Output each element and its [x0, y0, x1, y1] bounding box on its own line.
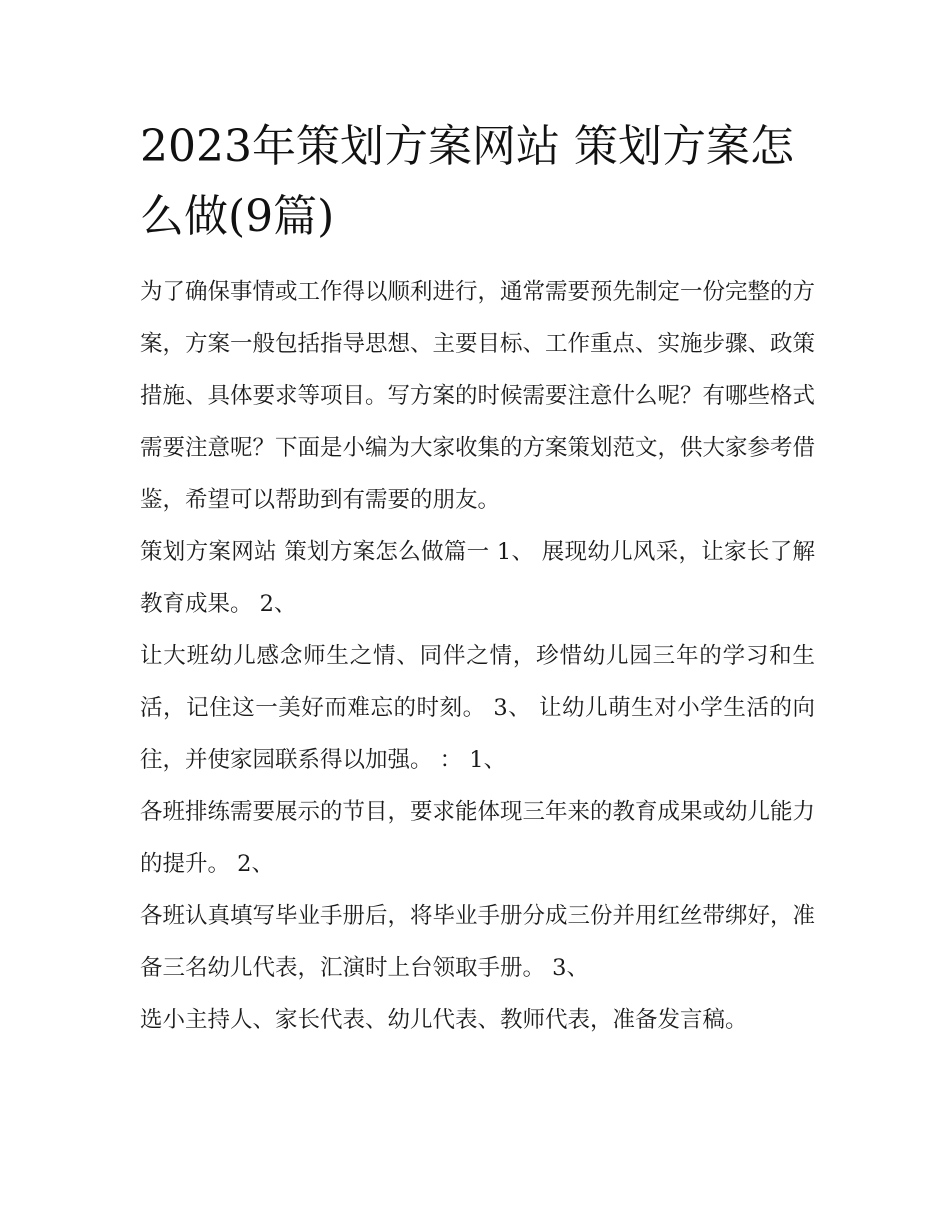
- document-title-text: 2023年策划方案网站 策划方案怎么做(9篇): [140, 121, 794, 242]
- paragraph-prep-one: 各班排练需要展示的节目，要求能体现三年来的教育成果或幼儿能力的提升。 2、: [140, 799, 816, 877]
- paragraph-prep-three: 选小主持人、家长代表、幼儿代表、教师代表，准备发言稿。: [140, 1007, 748, 1033]
- paragraph-prep-two: 各班认真填写毕业手册后，将毕业手册分成三份并用红丝带绑好，准备三名幼儿代表，汇演时上台领取手册。 3、: [140, 903, 816, 981]
- paragraph-intro: 为了确保事情或工作得以顺利进行，通常需要预先制定一份完整的方案，方案一般包括指导思想、主要目标、工作重点、实施步骤、政策措施、具体要求等项目。写方案的时候需要注意什么呢？有哪些格式需要注意呢？下面是小编为大家收集的方案策划范文，供大家参考借鉴，希望可以帮助到有需要的朋友。: [140, 279, 816, 513]
- document-body: [140, 112, 815, 1046]
- document-title: [140, 112, 815, 252]
- paragraph-goals: 让大班幼儿感念师生之情、同伴之情，珍惜幼儿园三年的学习和生活，记住这一美好而难忘的时刻。 3、 让幼儿萌生对小学生活的向往，并使家园联系得以加强。 ： 1、: [140, 643, 815, 773]
- paragraph-section-one: 策划方案网站 策划方案怎么做篇一 1、 展现幼儿风采，让家长了解教育成果。 2、: [140, 539, 815, 617]
